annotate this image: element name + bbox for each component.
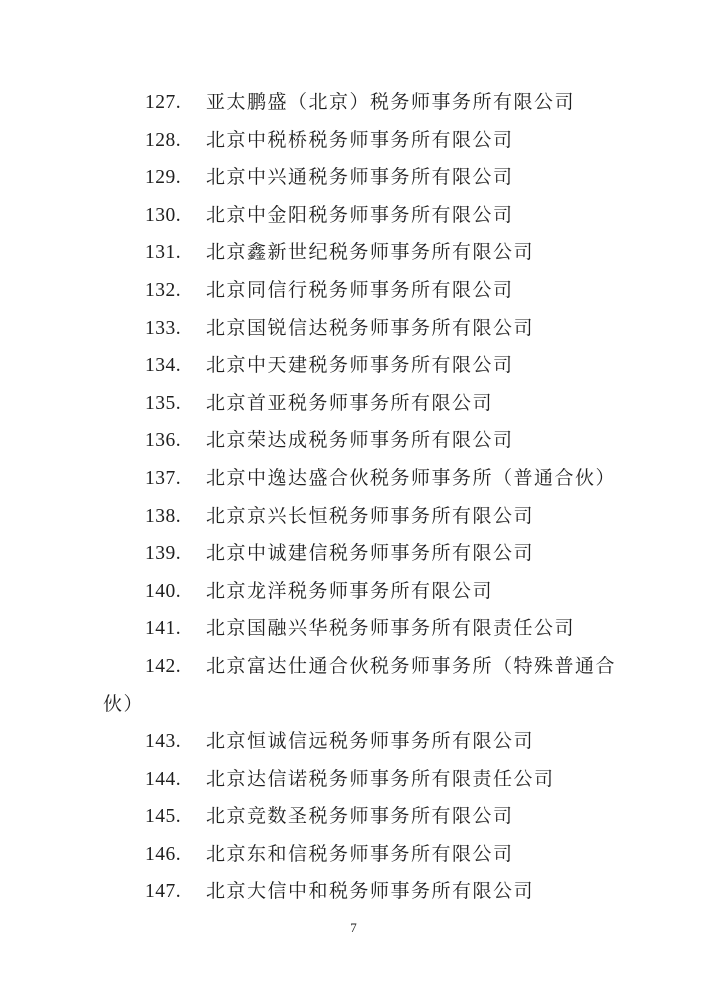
item-name: 北京恒诚信远税务师事务所有限公司 <box>206 731 535 753</box>
item-name: 北京中金阳税务师事务所有限公司 <box>206 204 514 226</box>
item-number: 140. <box>145 580 182 602</box>
item-number: 139. <box>145 543 182 565</box>
item-name: 北京竞数圣税务师事务所有限公司 <box>206 806 514 828</box>
item-number: 127. <box>145 92 182 113</box>
item-name: 北京大信中和税务师事务所有限公司 <box>206 881 535 903</box>
item-number: 141. <box>145 618 182 640</box>
item-number: 145. <box>145 806 182 828</box>
list-item <box>0 197 707 235</box>
item-name: 亚太鹏盛（北京）税务师事务所有限公司 <box>206 92 576 113</box>
item-number: 131. <box>145 242 182 264</box>
item-number: 134. <box>145 355 182 377</box>
list-item <box>0 159 707 197</box>
item-number: 138. <box>145 505 182 527</box>
list-item <box>0 122 707 160</box>
item-name: 北京国融兴华税务师事务所有限责任公司 <box>206 618 576 640</box>
list-item <box>0 723 707 761</box>
item-name: 北京同信行税务师事务所有限公司 <box>206 279 514 301</box>
item-number: 129. <box>145 167 182 189</box>
list-item <box>0 347 707 385</box>
item-number: 137. <box>145 467 182 489</box>
item-name: 北京首亚税务师事务所有限公司 <box>206 392 494 414</box>
item-name: 北京国锐信达税务师事务所有限公司 <box>206 317 535 339</box>
item-name: 北京达信诺税务师事务所有限责任公司 <box>206 768 555 790</box>
item-number: 132. <box>145 279 182 301</box>
item-name: 北京东和信税务师事务所有限公司 <box>206 843 514 865</box>
item-number: 147. <box>145 881 182 903</box>
item-name: 北京中天建税务师事务所有限公司 <box>206 355 514 377</box>
list-item <box>0 310 707 348</box>
list-item <box>0 798 707 836</box>
item-name: 北京中兴通税务师事务所有限公司 <box>206 167 514 189</box>
item-number: 146. <box>145 843 182 865</box>
item-number: 128. <box>145 129 182 151</box>
item-number: 130. <box>145 204 182 226</box>
list-item <box>0 610 707 648</box>
list-item <box>0 460 707 498</box>
list-item <box>0 573 707 611</box>
list-item <box>0 836 707 874</box>
list-item <box>0 535 707 573</box>
item-number: 143. <box>145 731 182 753</box>
list-item-continuation <box>0 686 707 724</box>
item-name: 北京鑫新世纪税务师事务所有限公司 <box>206 242 535 264</box>
item-number: 135. <box>145 392 182 414</box>
list-item <box>0 498 707 536</box>
item-name-wrap: 伙） <box>103 693 145 715</box>
list-item <box>0 385 707 423</box>
item-number: 136. <box>145 430 182 452</box>
item-name: 北京中逸达盛合伙税务师事务所（普通合伙） <box>206 467 617 489</box>
list-item <box>0 648 707 686</box>
item-name: 北京荣达成税务师事务所有限公司 <box>206 430 514 452</box>
page-number: 7 <box>350 920 357 935</box>
item-name: 北京京兴长恒税务师事务所有限公司 <box>206 505 535 527</box>
numbered-list <box>0 84 707 911</box>
list-item <box>0 234 707 272</box>
list-item <box>0 84 707 122</box>
list-item <box>0 873 707 911</box>
item-number: 144. <box>145 768 182 790</box>
list-item <box>0 761 707 799</box>
list-item <box>0 272 707 310</box>
item-name: 北京富达仕通合伙税务师事务所（特殊普通合 <box>206 655 617 677</box>
item-number: 133. <box>145 317 182 339</box>
item-number: 142. <box>145 655 182 677</box>
item-name: 北京龙洋税务师事务所有限公司 <box>206 580 494 602</box>
list-item <box>0 422 707 460</box>
item-name: 北京中诚建信税务师事务所有限公司 <box>206 543 535 565</box>
item-name: 北京中税桥税务师事务所有限公司 <box>206 129 514 151</box>
